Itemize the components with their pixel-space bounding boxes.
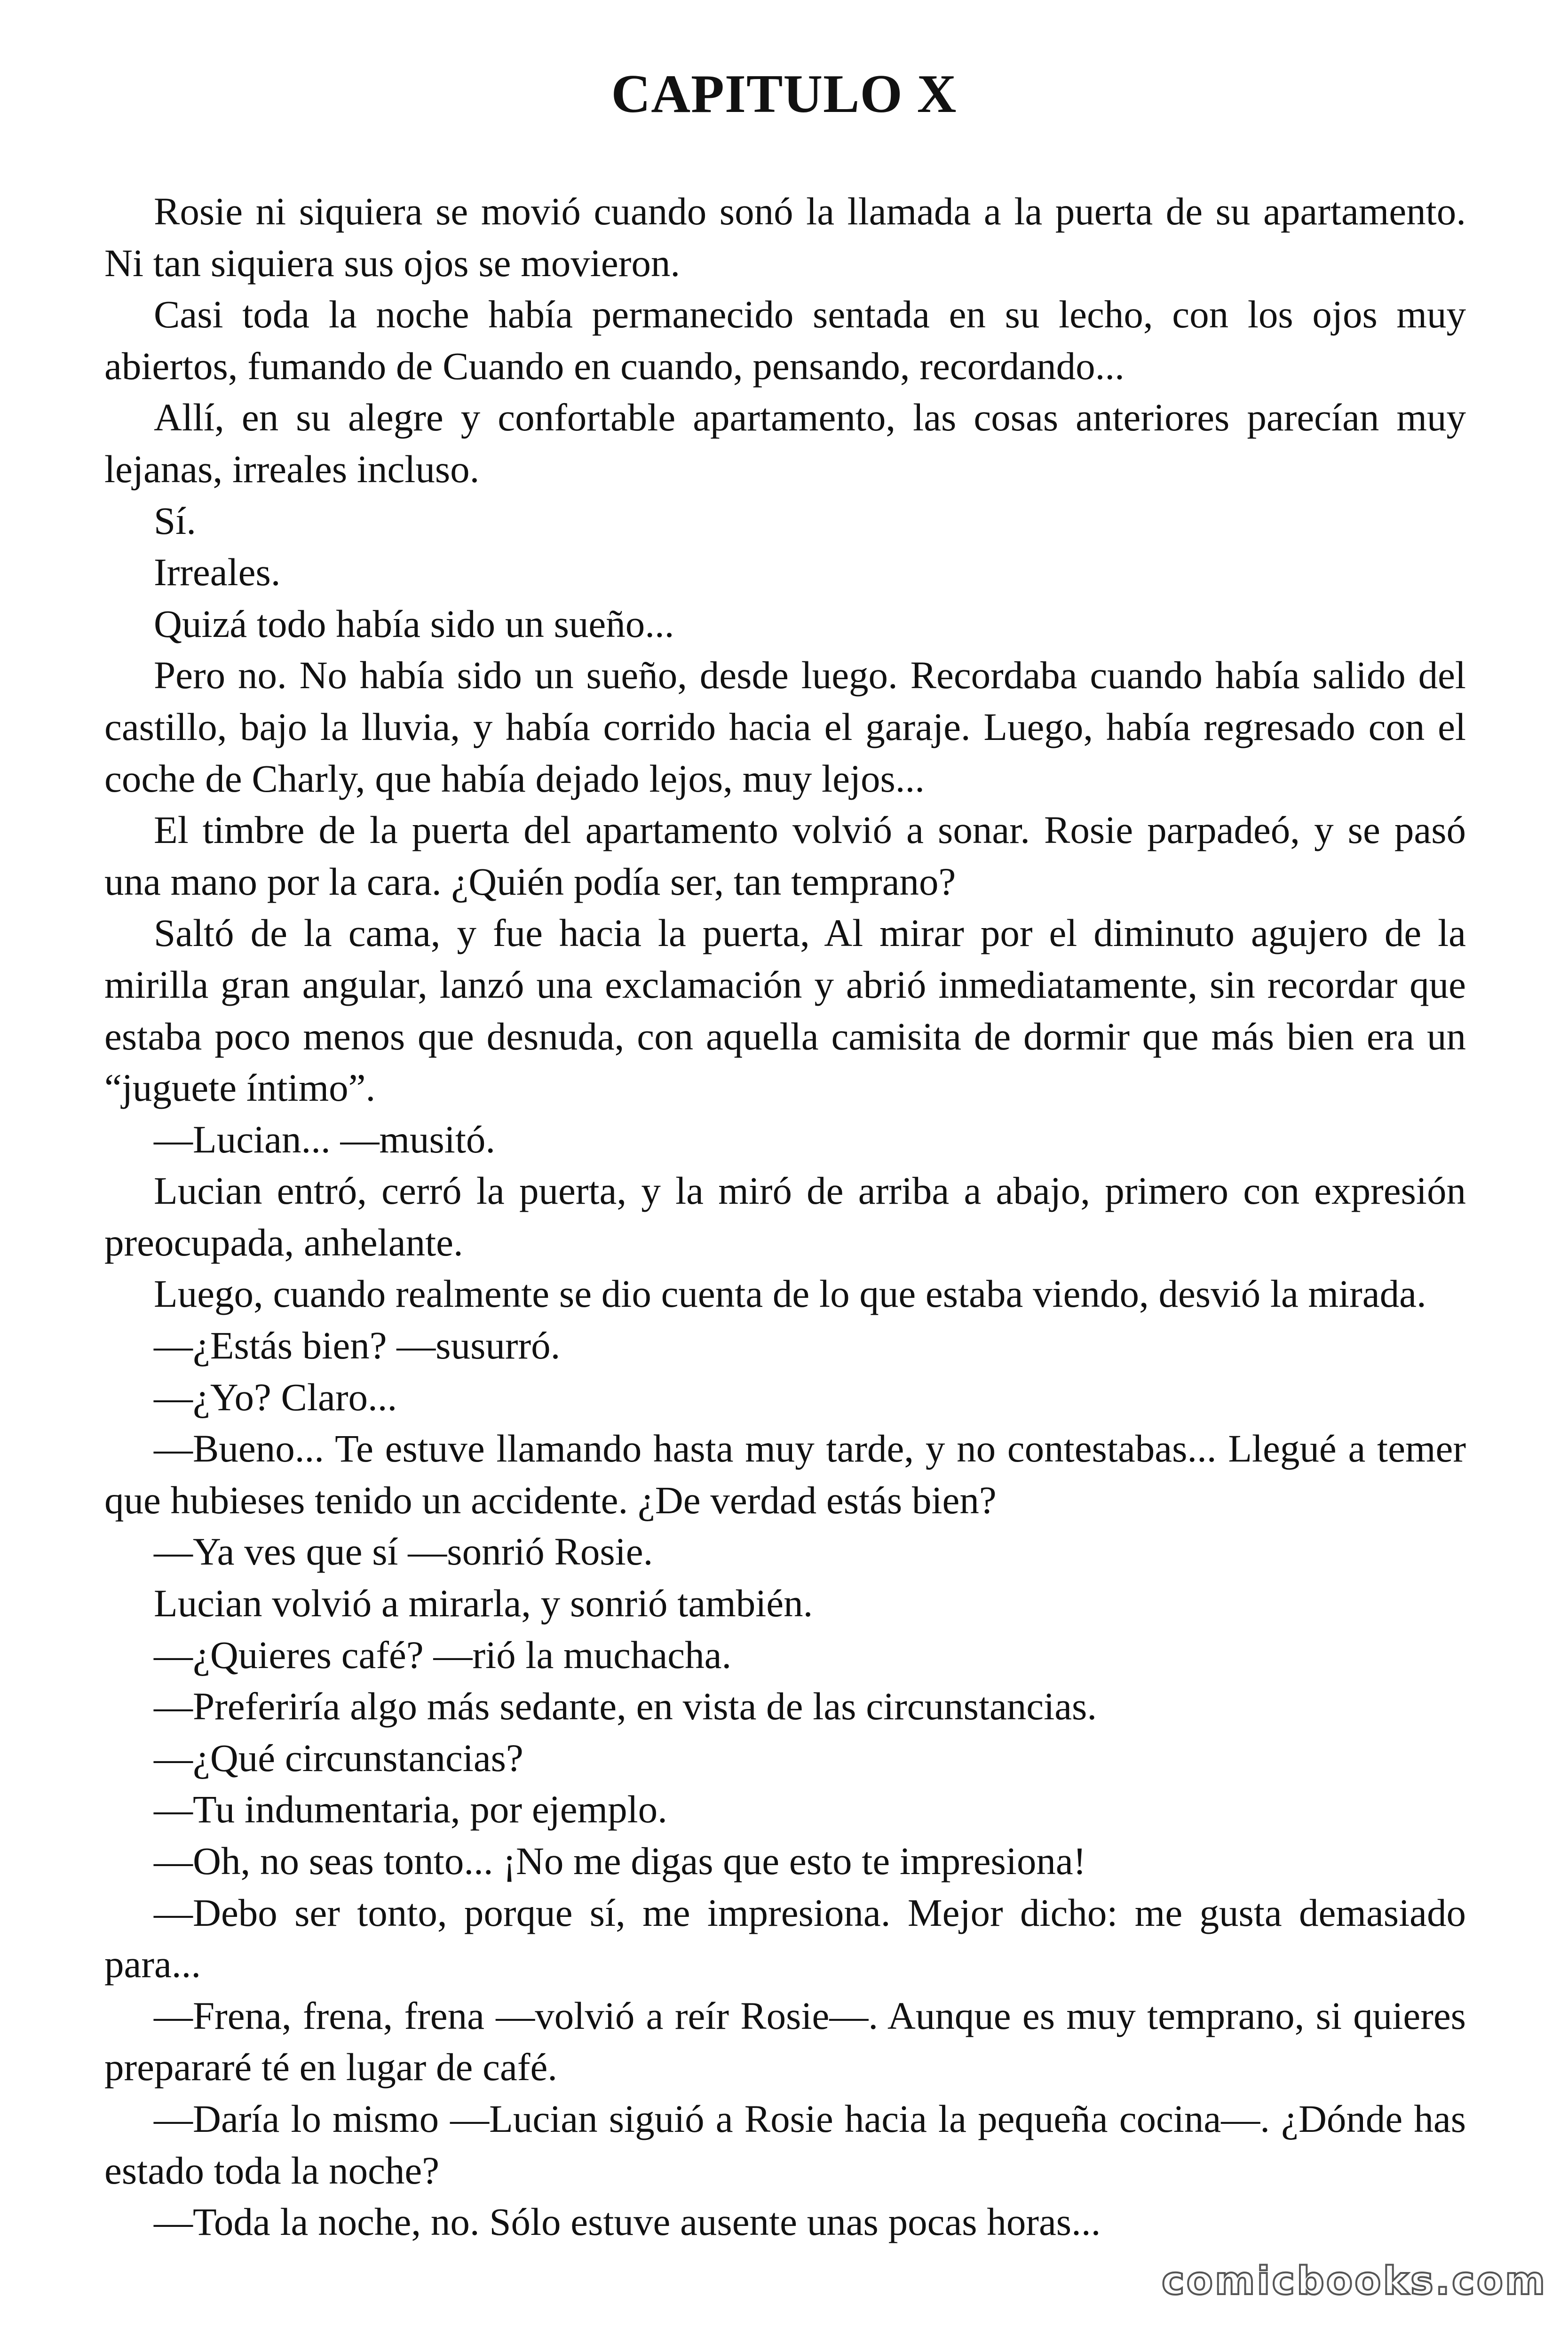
paragraph: —Frena, frena, frena —volvió a reír Rosie—. Aunque es muy temprano, si quieres prepararé té en lugar de café.	[104, 1994, 1466, 2089]
paragraph: Saltó de la cama, y fue hacia la puerta, Al mirar por el diminuto agujero de la mirilla gran angular, lanzó una exclamación y abrió inmediatamente, sin recordar que estaba poco menos que desnuda, con aquella camisita de dormir que más bien era un “juguete íntimo”.	[104, 911, 1466, 1110]
site-watermark: comicbooks.com	[1162, 2259, 1547, 2304]
paragraph: Sí.	[154, 499, 196, 542]
paragraph: —Lucian... —musitó.	[154, 1117, 496, 1161]
paragraph: —Debo ser tonto, porque sí, me impresiona. Mejor dicho: me gusta demasiado para...	[104, 1891, 1466, 1986]
paragraph: —Toda la noche, no. Sólo estuve ausente unas pocas horas...	[154, 2200, 1101, 2244]
paragraph: Quizá todo había sido un sueño...	[154, 602, 674, 645]
chapter-body	[104, 186, 1466, 2248]
paragraph: Allí, en su alegre y confortable apartamento, las cosas anteriores parecían muy lejanas, irreales incluso.	[104, 396, 1466, 491]
paragraph: Pero no. No había sido un sueño, desde luego. Recordaba cuando había salido del castillo, bajo la lluvia, y había corrido hacia el garaje. Luego, había regresado con el coche de Charly, que había dejado lejos, muy lejos...	[104, 653, 1466, 800]
paragraph: El timbre de la puerta del apartamento volvió a sonar. Rosie parpadeó, y se pasó una mano por la cara. ¿Quién podía ser, tan temprano?	[104, 808, 1466, 903]
paragraph: —¿Quieres café? —rió la muchacha.	[154, 1633, 732, 1677]
paragraph: —Daría lo mismo —Lucian siguió a Rosie hacia la pequeña cocina—. ¿Dónde has estado toda la noche?	[104, 2097, 1466, 2192]
paragraph: —¿Qué circunstancias?	[154, 1736, 523, 1780]
chapter-title: CAPITULO X	[611, 64, 957, 124]
paragraph: —Preferiría algo más sedante, en vista de las circunstancias.	[154, 1685, 1097, 1728]
paragraph: —¿Yo? Claro...	[154, 1375, 397, 1419]
paragraph: —Ya ves que sí —sonrió Rosie.	[154, 1530, 653, 1573]
paragraph: —Bueno... Te estuve llamando hasta muy tarde, y no contestabas... Llegué a temer que hubieses tenido un accidente. ¿De verdad estás bien?	[104, 1427, 1466, 1522]
paragraph: Lucian entró, cerró la puerta, y la miró de arriba a abajo, primero con expresión preocupada, anhelante.	[104, 1169, 1466, 1264]
paragraph: —Oh, no seas tonto... ¡No me digas que esto te impresiona!	[154, 1839, 1086, 1883]
paragraph: Lucian volvió a mirarla, y sonrió también.	[154, 1581, 813, 1625]
paragraph: Casi toda la noche había permanecido sentada en su lecho, con los ojos muy abiertos, fumando de Cuando en cuando, pensando, recordando...	[104, 293, 1466, 388]
paragraph: Irreales.	[154, 550, 281, 594]
paragraph: Rosie ni siquiera se movió cuando sonó la llamada a la puerta de su apartamento. Ni tan siquiera sus ojos se movieron.	[104, 190, 1466, 285]
paragraph: —¿Estás bien? —susurró.	[154, 1324, 561, 1367]
paragraph: Luego, cuando realmente se dio cuenta de lo que estaba viendo, desvió la mirada.	[154, 1272, 1426, 1316]
paragraph: —Tu indumentaria, por ejemplo.	[154, 1788, 667, 1831]
